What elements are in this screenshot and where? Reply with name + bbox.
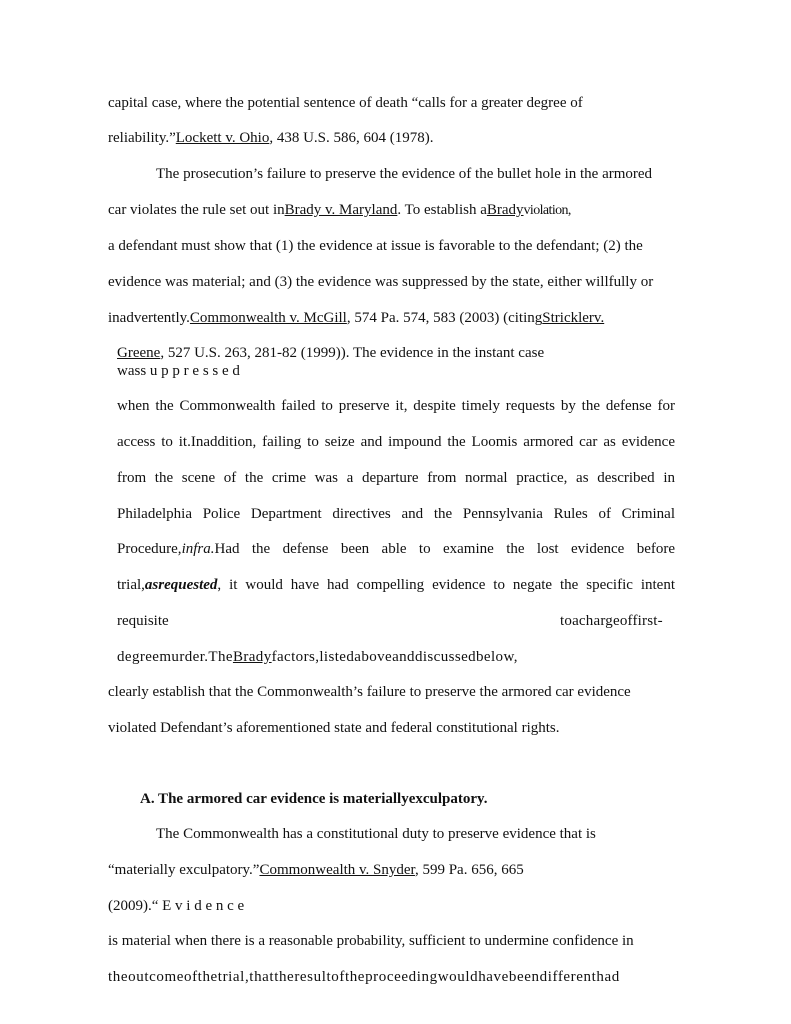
text-line	[108, 932, 634, 950]
section-heading	[140, 790, 487, 808]
text-line	[560, 612, 663, 630]
text-line	[108, 683, 631, 701]
text: toachargeoffirst-	[560, 613, 663, 629]
text: The Commonwealth has a constitutional duty to preserve evidence that is	[156, 826, 596, 842]
text-line	[108, 94, 583, 112]
text-line	[108, 309, 604, 327]
text-line	[108, 897, 244, 915]
text: wass u p p r e s s e d	[117, 363, 240, 379]
text: evidence was material; and (3) the evidence was suppressed by the state, either willfully or	[108, 274, 654, 290]
text: clearly establish that the Commonwealth’s failure to preserve the armored car evidence	[108, 684, 631, 700]
text: a defendant must show that (1) the evidence at issue is favorable to the defendant; (2) the	[108, 238, 643, 254]
text: The prosecution’s failure to preserve the evidence of the bullet hole in the armored	[156, 166, 653, 182]
text-line	[117, 344, 544, 362]
text-line	[117, 576, 675, 594]
text: Procedure,	[117, 541, 182, 557]
text-line	[117, 433, 675, 451]
text-line	[108, 719, 560, 737]
case-citation: Greene	[117, 345, 161, 361]
text: degreemurder.The	[117, 649, 233, 665]
text-line	[156, 165, 652, 183]
text-line	[117, 505, 675, 523]
text-line	[117, 397, 675, 415]
text: factors,listedaboveanddiscussedbelow,	[271, 649, 518, 665]
case-citation: Commonwealth v. McGill	[189, 310, 347, 326]
text: from the scene of the crime was a departure from normal practice, as described in	[117, 470, 675, 486]
text-line	[108, 273, 653, 291]
text: , 438 U.S. 586, 604 (1978).	[269, 130, 434, 146]
case-citation: Lockett v. Ohio	[175, 130, 270, 146]
text: Philadelphia Police Department directives and the Pennsylvania Rules of Criminal	[117, 506, 675, 522]
case-citation: Brady	[486, 202, 524, 218]
heading-text: A. The armored car evidence is materiallyexculpatory.	[140, 791, 488, 807]
text-line	[117, 540, 675, 558]
text-line	[117, 612, 169, 630]
text: violation,	[523, 203, 571, 218]
text: , it would have had compelling evidence to negate the specific intent	[217, 577, 675, 593]
text: car violates the rule set out in	[108, 202, 285, 218]
text: theoutcomeofthetrial,thattheresultoftheproceedingwouldhavebeendifferenthad	[108, 969, 620, 985]
text: , 574 Pa. 574, 583 (2003) (citing	[346, 310, 543, 326]
text-line	[156, 825, 596, 843]
case-citation: Stricklerv.	[542, 310, 605, 326]
text: , 599 Pa. 656, 665	[414, 862, 524, 878]
italic-text: infra.	[181, 541, 215, 557]
text-line	[108, 968, 620, 986]
text: access to it.Inaddition, failing to seize and impound the Loomis armored car as evidence	[117, 434, 675, 450]
text: when the Commonwealth failed to preserve it, despite timely requests by the defense for	[117, 398, 675, 414]
case-citation: Brady v. Maryland	[284, 202, 398, 218]
text-line	[108, 861, 524, 879]
text: (2009).“ E v i d e n c e	[108, 898, 245, 914]
bold-italic-text: asrequested	[144, 577, 218, 593]
text: , 527 U.S. 263, 281-82 (1999)). The evidence in the instant case	[160, 345, 545, 361]
text-line	[117, 648, 518, 666]
text: trial,	[117, 577, 145, 593]
text-line	[108, 237, 643, 255]
text: . To establish a	[397, 202, 487, 218]
text-line	[117, 469, 675, 487]
text: requisite	[117, 613, 169, 629]
text: inadvertently.	[108, 310, 190, 326]
text: “materially exculpatory.”	[108, 862, 260, 878]
text: capital case, where the potential sentence of death “calls for a greater degree of	[108, 95, 583, 111]
text-line	[108, 201, 571, 220]
text: Had the defense been able to examine the lost evidence before	[214, 541, 675, 557]
case-citation: Brady	[232, 649, 272, 665]
text: is material when there is a reasonable probability, sufficient to undermine confidence in	[108, 933, 634, 949]
text-line	[108, 129, 434, 147]
text-line	[117, 362, 240, 380]
text: violated Defendant’s aforementioned state and federal constitutional rights.	[108, 720, 560, 736]
case-citation: Commonwealth v. Snyder	[259, 862, 415, 878]
text: reliability.”	[108, 130, 176, 146]
